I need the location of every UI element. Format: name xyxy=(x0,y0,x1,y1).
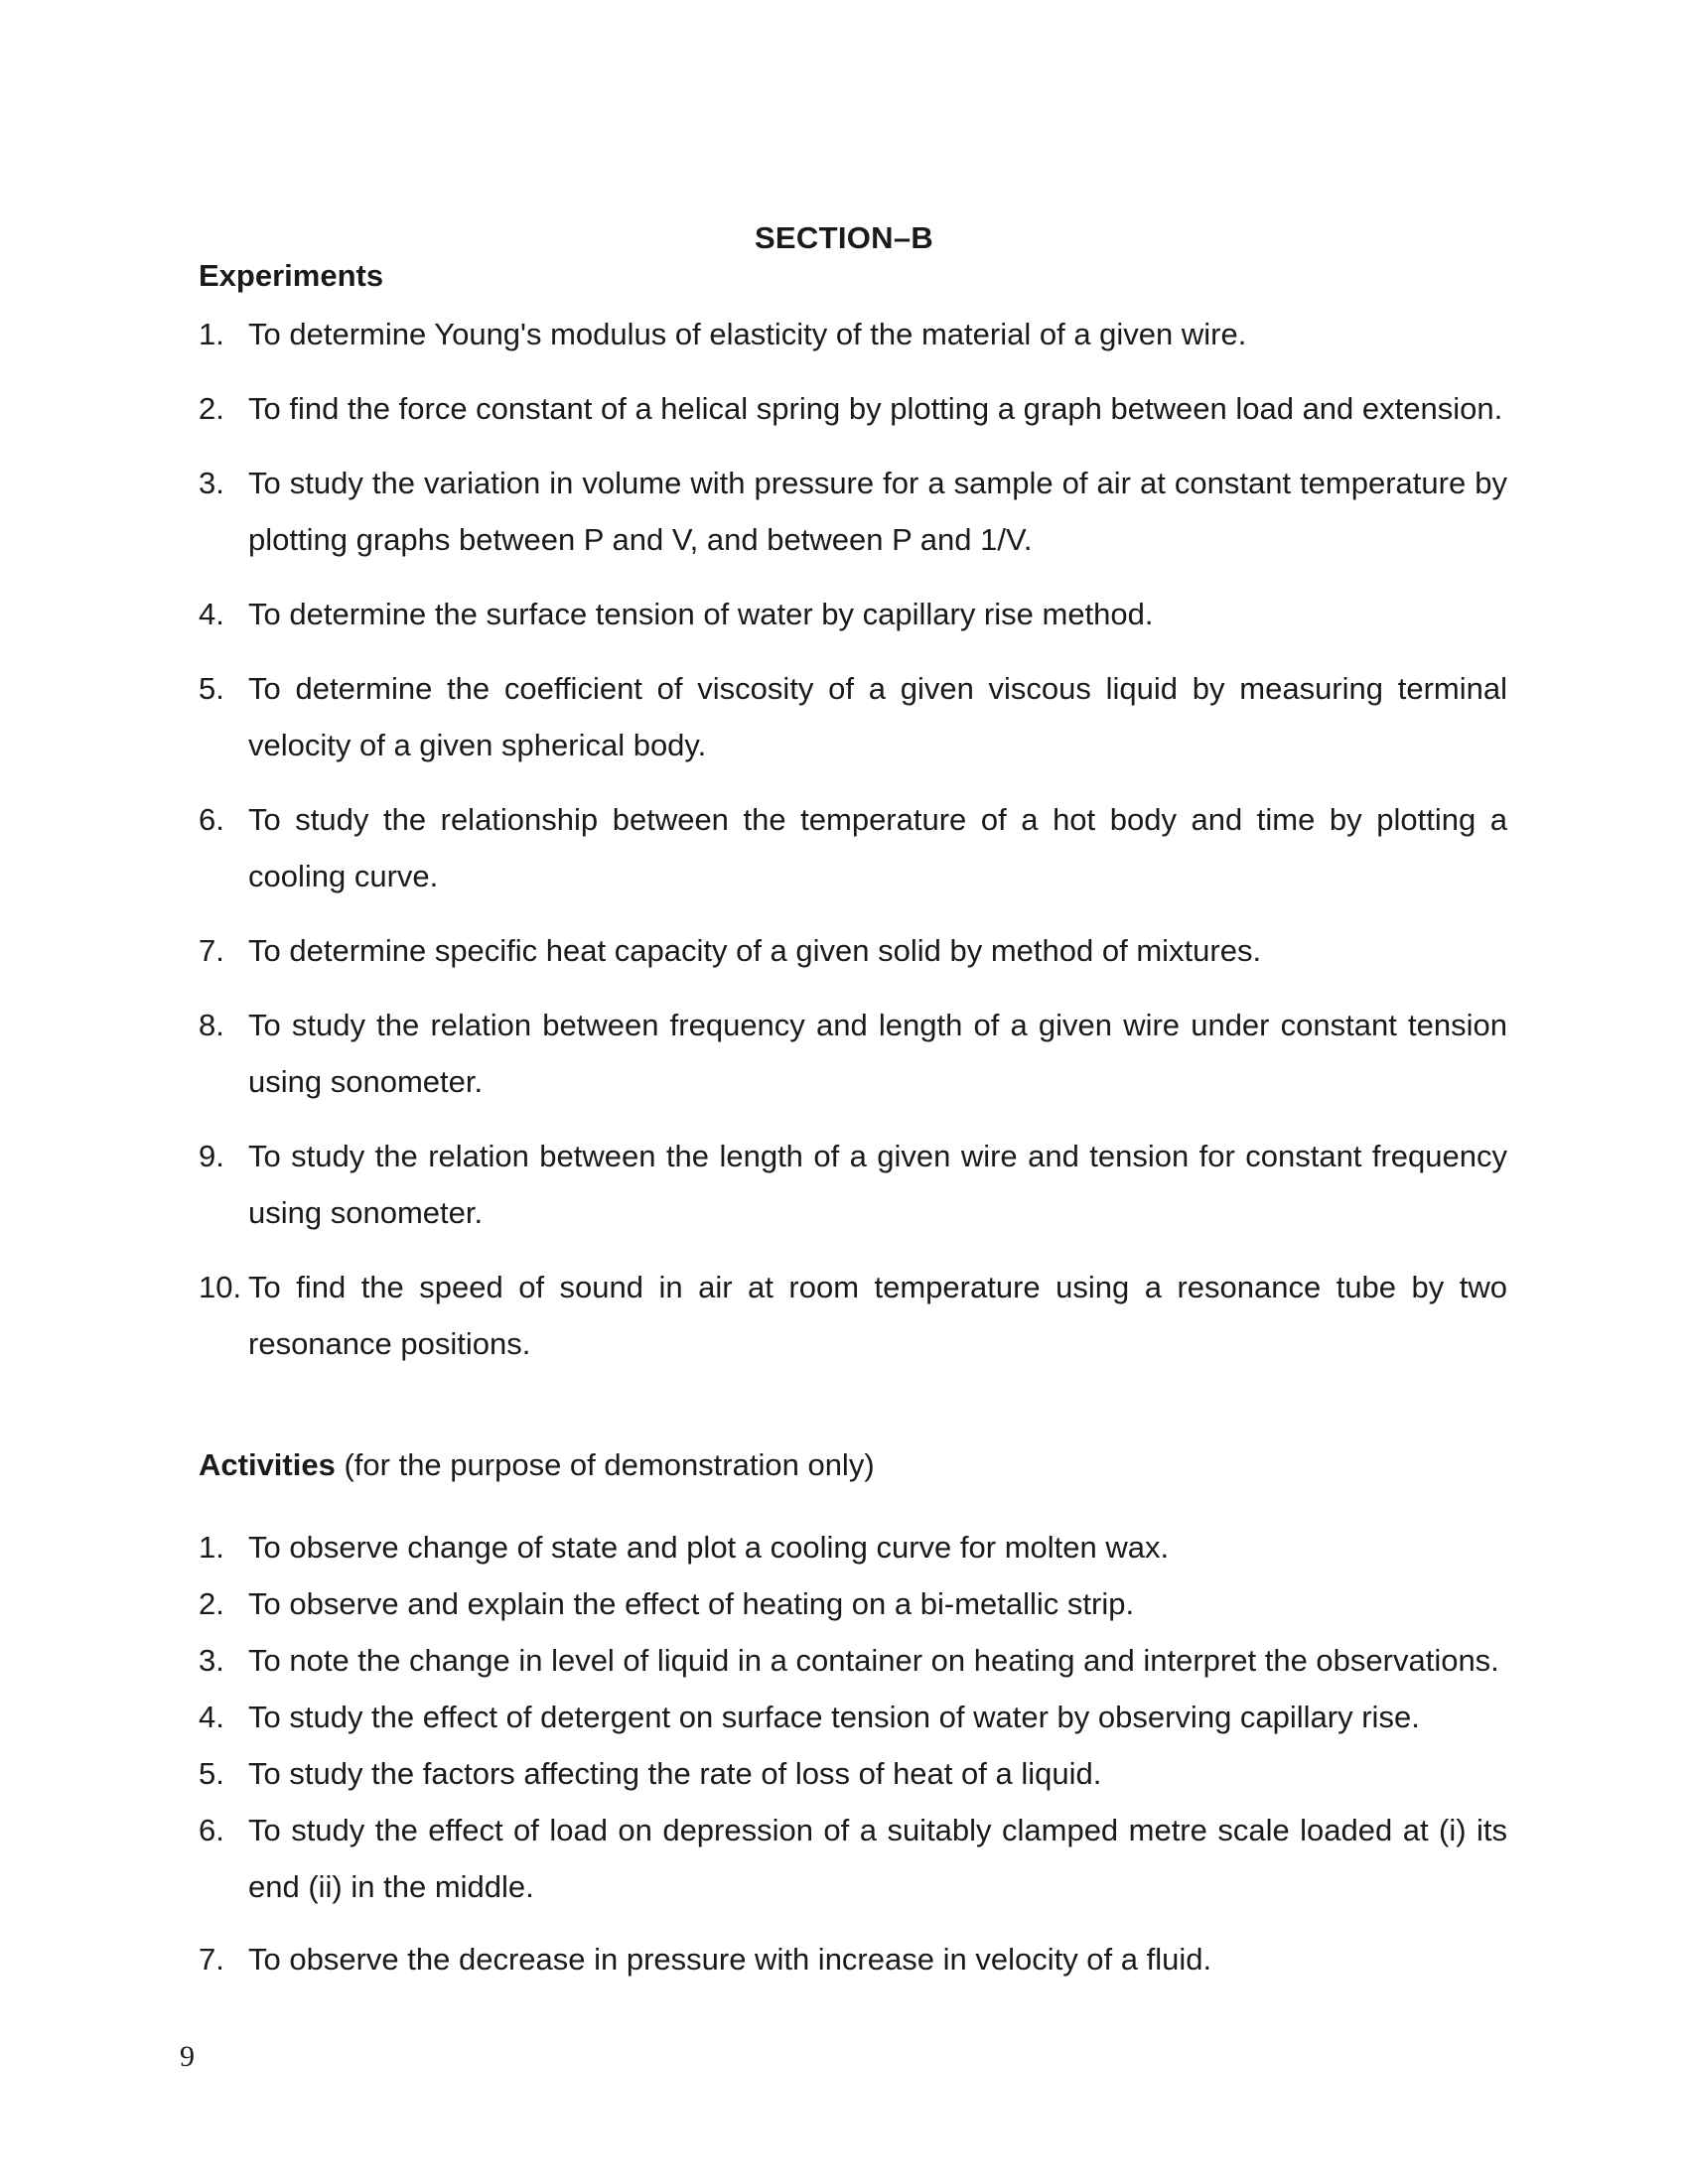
activity-item xyxy=(199,1575,1507,1632)
experiment-item xyxy=(199,306,1507,362)
experiment-item-number: 4. xyxy=(199,597,224,631)
activity-item xyxy=(199,1745,1507,1802)
experiment-item-text: To study the relationship between the temperature of a hot body and time by plotting a cooling curve. xyxy=(248,802,1507,893)
activities-heading-note: (for the purpose of demonstration only) xyxy=(344,1447,875,1482)
experiment-item-text: To find the speed of sound in air at room temperature using a resonance tube by two resonance positions. xyxy=(248,1270,1507,1361)
experiment-item-number: 8. xyxy=(199,1008,224,1042)
page-number: 9 xyxy=(180,2040,195,2073)
activities-heading xyxy=(199,1447,875,1483)
activity-item-number: 6. xyxy=(199,1813,224,1847)
experiment-item xyxy=(199,380,1507,437)
experiment-item-text: To determine Young's modulus of elasticity of the material of a given wire. xyxy=(248,317,1247,351)
experiments-list xyxy=(199,306,1507,1390)
experiment-item-text: To determine the coefficient of viscosity of a given viscous liquid by measuring terminal velocity of a given spherical body. xyxy=(248,671,1507,762)
experiment-item-number: 7. xyxy=(199,933,224,968)
activity-item-text: To study the effect of load on depression of a suitably clamped metre scale loaded at (i) its end (ii) in the middle. xyxy=(248,1813,1507,1904)
experiment-item-number: 3. xyxy=(199,466,224,500)
experiments-heading-label: Experiments xyxy=(199,258,384,293)
activity-item-text: To study the effect of detergent on surface tension of water by observing capillary rise. xyxy=(248,1700,1420,1734)
experiment-item-text: To study the relation between the length of a given wire and tension for constant frequency using sonometer. xyxy=(248,1139,1507,1230)
experiment-item xyxy=(199,791,1507,904)
activity-item xyxy=(199,1689,1507,1745)
experiment-item xyxy=(199,455,1507,568)
activity-item-number: 5. xyxy=(199,1756,224,1791)
experiment-item-text: To study the relation between frequency and length of a given wire under constant tension using sonometer. xyxy=(248,1008,1507,1099)
activity-item-number: 4. xyxy=(199,1700,224,1734)
experiment-item xyxy=(199,1259,1507,1372)
activities-list xyxy=(199,1519,1507,1987)
experiment-item xyxy=(199,997,1507,1110)
experiment-item-number: 9. xyxy=(199,1139,224,1173)
activities-heading-label: Activities xyxy=(199,1447,336,1482)
activity-item-number: 1. xyxy=(199,1530,224,1565)
activity-item-number: 2. xyxy=(199,1586,224,1621)
experiment-item-text: To find the force constant of a helical spring by plotting a graph between load and extension. xyxy=(248,391,1503,426)
activity-item-number: 7. xyxy=(199,1942,224,1977)
activity-item-text: To observe the decrease in pressure with increase in velocity of a fluid. xyxy=(248,1942,1212,1977)
experiment-item xyxy=(199,660,1507,773)
experiment-item-number: 1. xyxy=(199,317,224,351)
experiment-item-number: 2. xyxy=(199,391,224,426)
activity-item-text: To study the factors affecting the rate of loss of heat of a liquid. xyxy=(248,1756,1102,1791)
activity-item xyxy=(199,1802,1507,1915)
activity-item xyxy=(199,1519,1507,1575)
activity-item xyxy=(199,1931,1507,1987)
experiment-item-text: To determine the surface tension of water by capillary rise method. xyxy=(248,597,1154,631)
activity-item-number: 3. xyxy=(199,1643,224,1678)
activity-item-text: To note the change in level of liquid in a container on heating and interpret the observations. xyxy=(248,1643,1499,1678)
experiment-item-text: To study the variation in volume with pressure for a sample of air at constant temperature by plotting graphs between P and V, and between P and 1/V. xyxy=(248,466,1507,557)
experiment-item xyxy=(199,922,1507,979)
experiments-heading xyxy=(199,258,383,294)
experiment-item xyxy=(199,1128,1507,1241)
activity-item xyxy=(199,1632,1507,1689)
experiment-item xyxy=(199,586,1507,642)
experiment-item-number: 6. xyxy=(199,802,224,837)
activity-item-text: To observe change of state and plot a cooling curve for molten wax. xyxy=(248,1530,1170,1565)
experiment-item-text: To determine specific heat capacity of a given solid by method of mixtures. xyxy=(248,933,1262,968)
section-title: SECTION–B xyxy=(754,220,934,255)
experiment-item-number: 10. xyxy=(199,1270,242,1304)
activity-item-text: To observe and explain the effect of heating on a bi-metallic strip. xyxy=(248,1586,1135,1621)
experiment-item-number: 5. xyxy=(199,671,224,706)
